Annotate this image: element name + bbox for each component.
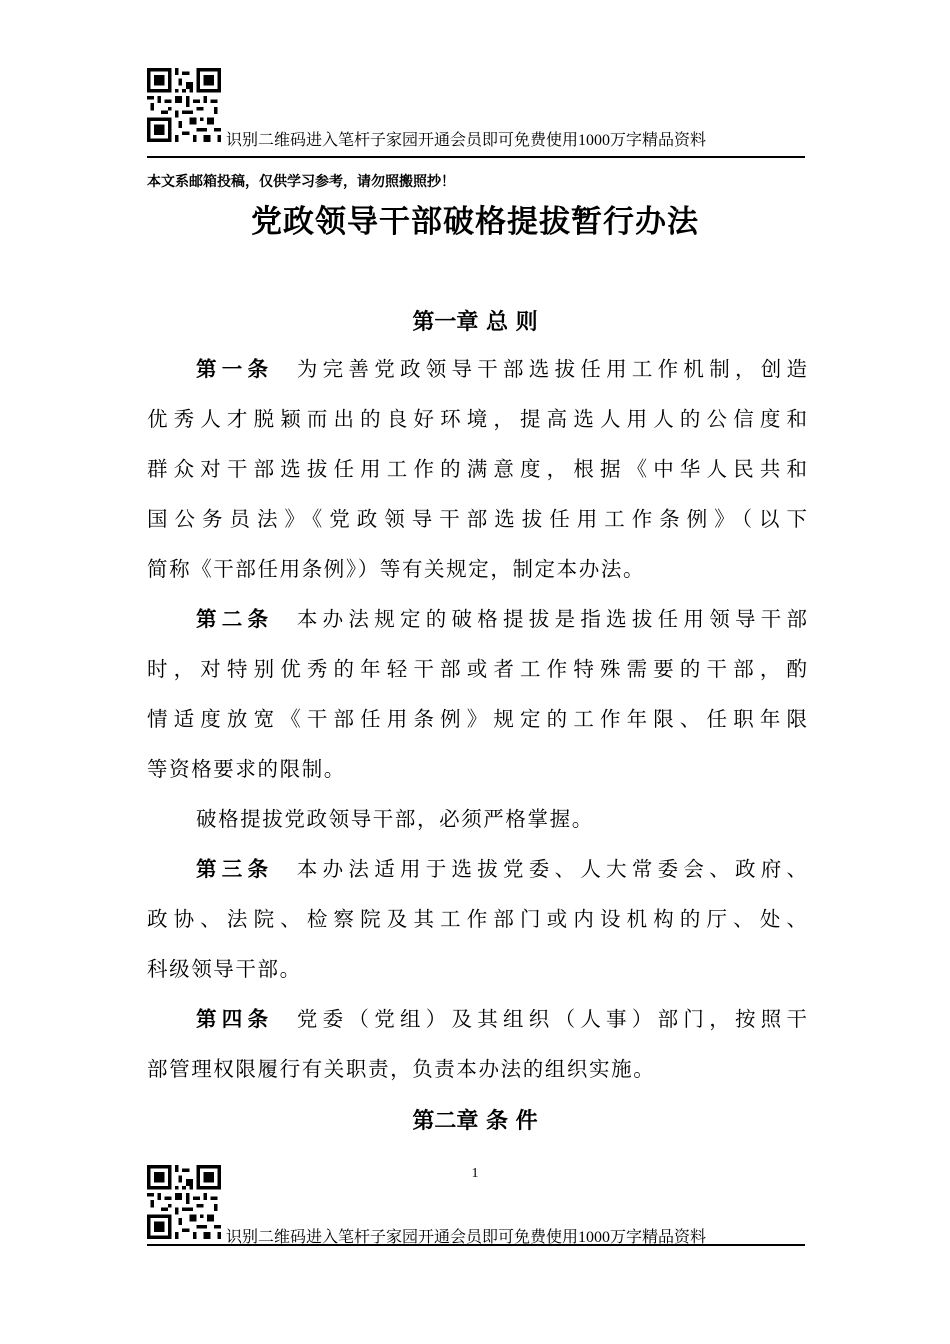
- paragraph-line: 时，对特别优秀的年轻干部或者工作特殊需要的干部，酌: [147, 657, 807, 681]
- qr-code-icon: [147, 68, 221, 142]
- paragraph-line: 优秀人才脱颖而出的良好环境，提高选人用人的公信度和: [147, 407, 807, 431]
- chapter-heading-1: 第一章 总 则: [412, 310, 538, 335]
- paragraph-line: 破格提拔党政领导干部，必须严格掌握。: [196, 807, 594, 831]
- paragraph-line: 第四条 党委（党组）及其组织（人事）部门，按照干: [196, 1007, 807, 1031]
- paragraph-line: 第三条 本办法适用于选拔党委、人大常委会、政府、: [196, 857, 807, 881]
- document-title: 党政领导干部破格提拔暂行办法: [251, 204, 699, 239]
- header-banner: 识别二维码进入笔杆子家园开通会员即可免费使用1000万字精品资料: [226, 132, 707, 149]
- chapter-heading-2: 第二章 条 件: [412, 1109, 538, 1134]
- paragraph-line: 群众对干部选拔任用工作的满意度，根据《中华人民共和: [147, 457, 807, 481]
- submission-notice: 本文系邮箱投稿，仅供学习参考，请勿照搬照抄！: [147, 175, 455, 190]
- article-number: 第三条: [196, 857, 274, 881]
- paragraph-line: 科级领导干部。: [147, 957, 302, 981]
- footer-banner: 识别二维码进入笔杆子家园开通会员即可免费使用1000万字精品资料: [226, 1229, 707, 1246]
- paragraph-line: 情适度放宽《干部任用条例》规定的工作年限、任职年限: [147, 707, 807, 731]
- article-number: 第一条: [196, 357, 274, 381]
- paragraph-line: 国公务员法》《党政领导干部选拔任用工作条例》（以下: [147, 507, 807, 531]
- paragraph-line: 政协、法院、检察院及其工作部门或内设机构的厅、处、: [147, 907, 807, 931]
- paragraph-line: 等资格要求的限制。: [147, 757, 346, 781]
- footer-rule: [147, 1244, 805, 1246]
- qr-code-icon: [147, 1165, 221, 1239]
- article-number: 第四条: [196, 1007, 274, 1031]
- header-rule: [147, 156, 805, 158]
- article-number: 第二条: [196, 607, 274, 631]
- paragraph-line: 第二条 本办法规定的破格提拔是指选拔任用领导干部: [196, 607, 807, 631]
- paragraph-line: 简称《干部任用条例》）等有关规定，制定本办法。: [147, 557, 646, 581]
- paragraph-line: 第一条 为完善党政领导干部选拔任用工作机制，创造: [196, 357, 807, 381]
- page-number: 1: [471, 1166, 479, 1181]
- paragraph-line: 部管理权限履行有关职责，负责本办法的组织实施。: [147, 1057, 656, 1081]
